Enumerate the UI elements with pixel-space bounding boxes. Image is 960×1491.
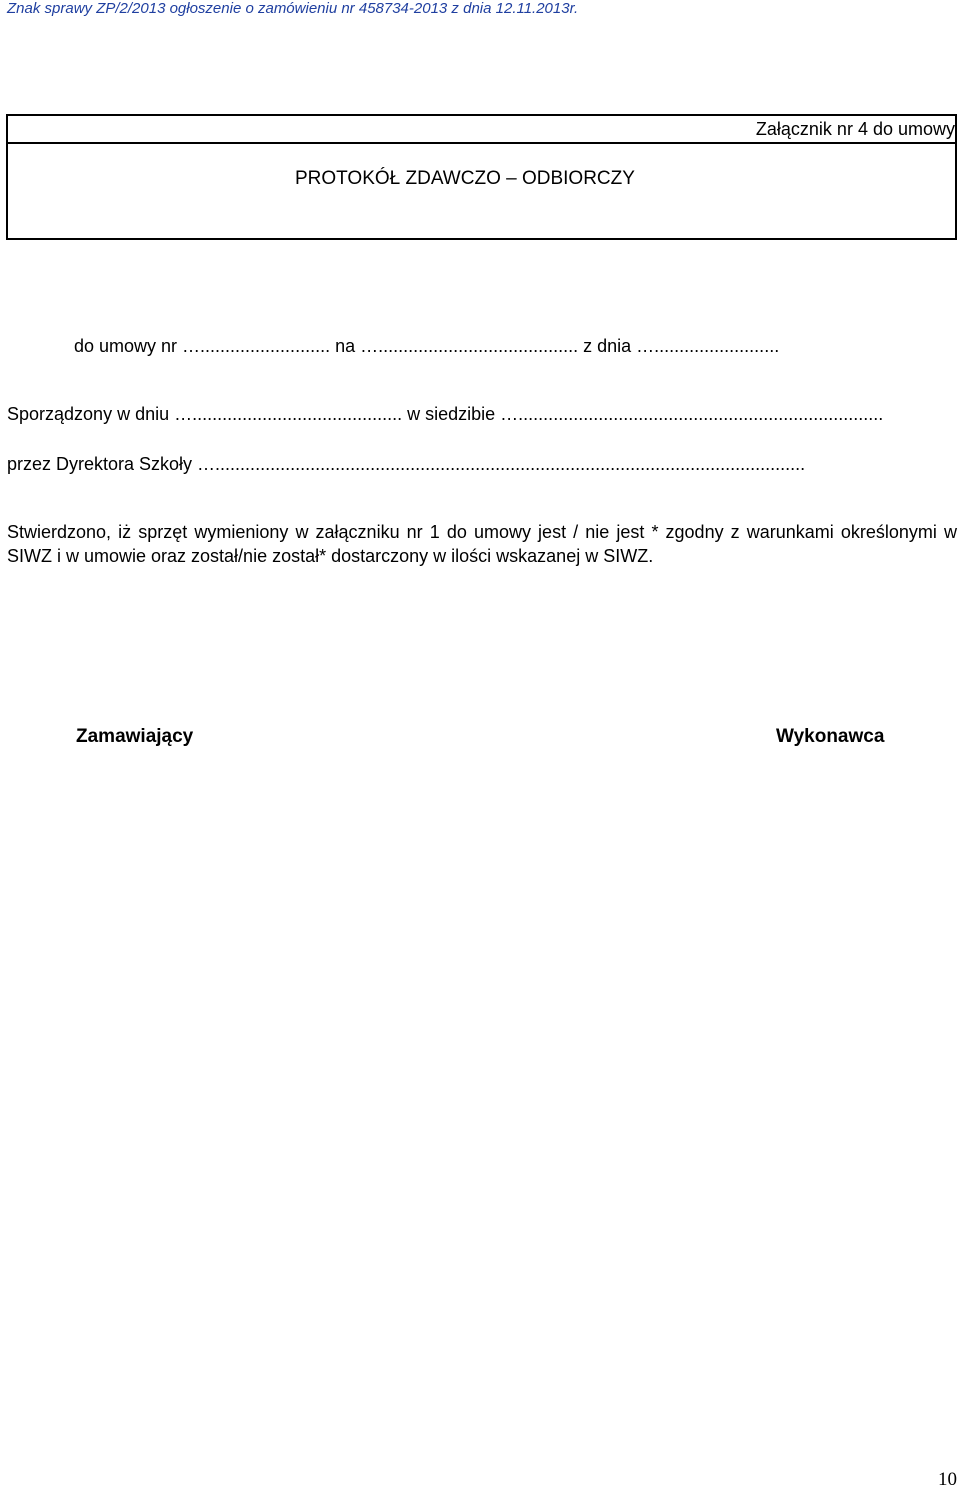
contract-line: do umowy nr ….......................... na …........................................ z dnia ….........................: [74, 336, 780, 356]
document-title: PROTOKÓŁ ZDAWCZO – ODBIORCZY: [295, 168, 635, 189]
page-number: 10: [938, 1469, 957, 1490]
director-line: przez Dyrektora Szkoły …......................................................................................................................: [7, 454, 806, 474]
annex-label: Załącznik nr 4 do umowy: [755, 119, 955, 139]
statement-paragraph: Stwierdzono, iż sprzęt wymieniony w załączniku nr 1 do umowy jest / nie jest * zgodny z warunkami określonymi w SIWZ i w umowie oraz został/nie został* dostarczony w ilości wskazanej w SIWZ.: [7, 522, 957, 566]
drawn-up-line: Sporządzony w dniu ….......................................... w siedzibie ….........................................................................: [7, 404, 884, 424]
title-frame: [6, 114, 957, 240]
signature-contractor: Wykonawca: [776, 726, 885, 747]
signature-ordering-party: Zamawiający: [76, 726, 194, 747]
frame-divider: [8, 142, 955, 144]
case-reference-header: Znak sprawy ZP/2/2013 ogłoszenie o zamówieniu nr 458734-2013 z dnia 12.11.2013r.: [7, 0, 579, 17]
